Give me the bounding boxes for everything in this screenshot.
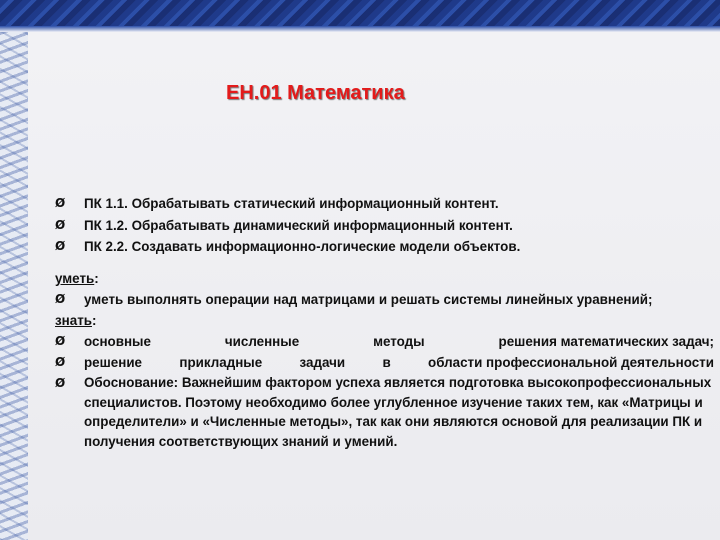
top-decorative-band <box>0 0 720 32</box>
word: решение <box>84 355 143 370</box>
word: методы <box>373 334 425 349</box>
knowledge-item <box>55 352 715 373</box>
umet-heading <box>55 268 715 289</box>
skill-text: уметь выполнять операции над матрицами и решать системы линейных уравнений; <box>84 292 653 307</box>
knowledge-text <box>84 352 714 373</box>
arrow-bullet-icon: Ø <box>55 196 66 210</box>
knowledge-item <box>55 373 715 451</box>
umet-label: уметь <box>55 271 95 286</box>
arrow-bullet-icon: Ø <box>55 355 66 369</box>
word: прикладные <box>179 355 263 370</box>
znat-label: знать <box>55 313 92 328</box>
left-decorative-strip <box>0 32 28 540</box>
competency-list <box>55 193 520 258</box>
arrow-bullet-icon: Ø <box>55 217 66 232</box>
competency-text: ПК 2.2. Создавать информационно-логические модели объектов. <box>84 239 521 254</box>
competency-item <box>55 236 520 258</box>
arrow-bullet-icon: Ø <box>55 334 66 348</box>
knowledge-text <box>84 331 714 352</box>
znat-heading <box>55 310 715 331</box>
knowledge-item <box>55 331 715 352</box>
competency-text: ПК 1.2. Обрабатывать динамический информационный контент. <box>84 217 513 233</box>
arrow-bullet-icon: Ø <box>55 239 66 253</box>
competency-item <box>55 193 520 215</box>
competency-text: ПК 1.1. Обрабатывать статический информационный контент. <box>84 196 499 211</box>
word: задачи <box>299 355 346 370</box>
word: решения математических задач; <box>498 334 714 349</box>
word: в <box>382 355 391 370</box>
word: численные <box>224 334 300 349</box>
rationale-text: Обоснование: Важнейшим фактором успеха является подготовка высокопрофессиональных специалистов. Поэтому необходимо более углубленное изучение таких тем, как «Матрицы и определители» и «Численные методы», так как они являются основой для реализации ПК и получения соответствующих знаний и умений. <box>84 375 712 449</box>
arrow-bullet-icon: Ø <box>55 292 66 306</box>
skills-block <box>55 268 715 451</box>
znat-colon: : <box>91 313 97 328</box>
skill-item <box>55 289 715 310</box>
arrow-bullet-icon: Ø <box>55 376 66 390</box>
word: области профессиональной деятельности <box>428 355 714 370</box>
competency-item <box>55 215 520 237</box>
slide-title: ЕН.01 Математика <box>226 82 405 104</box>
word: основные <box>84 334 151 349</box>
umet-colon: : <box>94 271 99 286</box>
